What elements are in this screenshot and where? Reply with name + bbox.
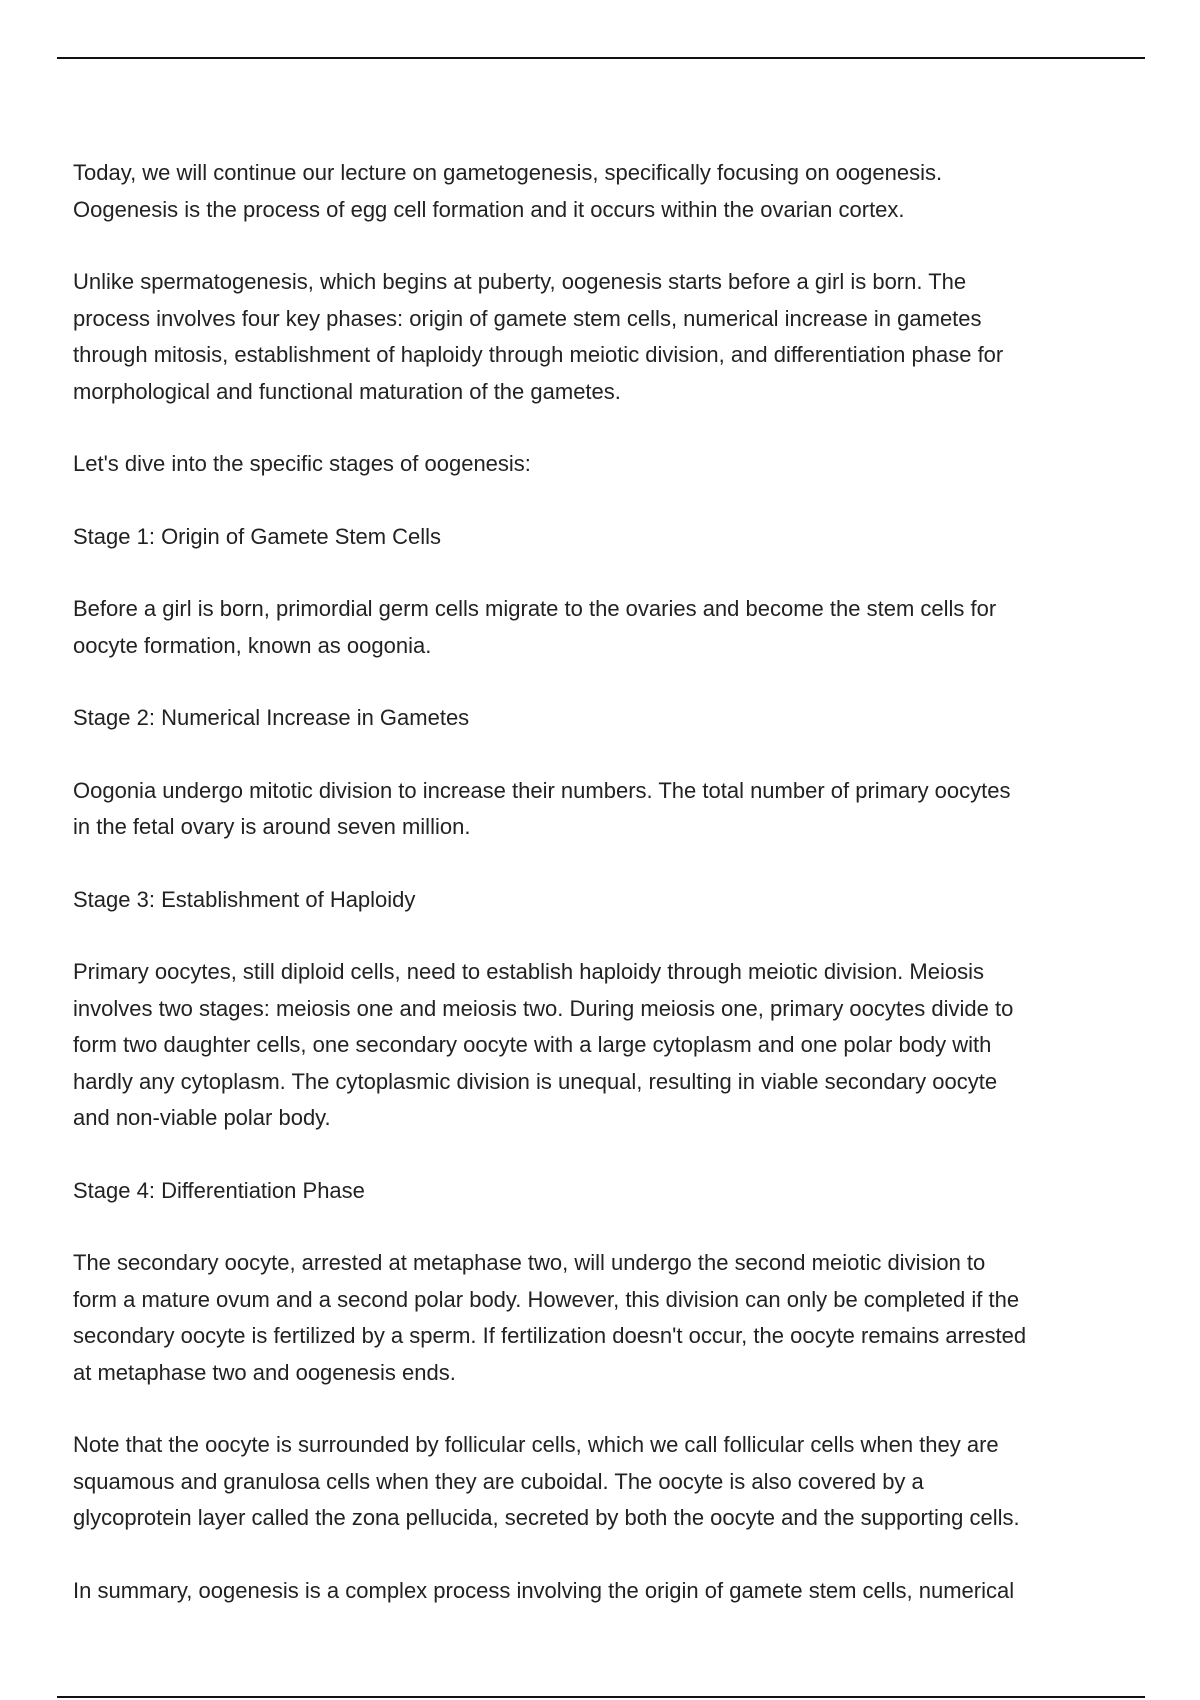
- stages-intro-paragraph: Let's dive into the specific stages of oogenesis:: [73, 451, 531, 476]
- stage-3-paragraph: Primary oocytes, still diploid cells, need to establish haploidy through meiotic division. Meiosis involves two stages: meiosis one and meiosis two. During meiosis one, primary oocytes divide to form two daughter cells, one secondary oocyte with a large cytoplasm and one polar body with hardly any cytoplasm. The cytoplasmic division is unequal, resulting in viable secondary oocyte and non-viable polar body.: [73, 959, 1014, 1130]
- note-paragraph: Note that the oocyte is surrounded by follicular cells, which we call follicular cells when they are squamous and granulosa cells when they are cuboidal. The oocyte is also covered by a glycoprotein layer called the zona pellucida, secreted by both the oocyte and the supporting cells.: [73, 1432, 1020, 1530]
- intro-paragraph: Today, we will continue our lecture on gametogenesis, specifically focusing on oogenesis. Oogenesis is the process of egg cell formation and it occurs within the ovarian cortex.: [73, 160, 943, 222]
- summary-paragraph: In summary, oogenesis is a complex process involving the origin of gamete stem cells, numerical: [73, 1577, 1015, 1603]
- document-body: [73, 155, 1143, 1645]
- stage-4-paragraph: The secondary oocyte, arrested at metaphase two, will undergo the second meiotic division to form a mature ovum and a second polar body. However, this division can only be completed if the secondary oocyte is fertilized by a sperm. If fertilization doesn't occur, the oocyte remains arrested at metaphase two and oogenesis ends.: [73, 1250, 1027, 1385]
- footer-divider: [57, 1696, 1145, 1698]
- stage-3-heading: Stage 3: Establishment of Haploidy: [73, 886, 416, 912]
- stage-2-paragraph: Oogonia undergo mitotic division to increase their numbers. The total number of primary oocytes in the fetal ovary is around seven million.: [73, 777, 1011, 839]
- stage-4-heading: Stage 4: Differentiation Phase: [73, 1177, 365, 1203]
- stage-1-paragraph: Before a girl is born, primordial germ cells migrate to the ovaries and become the stem cells for oocyte formation, known as oogonia.: [73, 596, 997, 658]
- stage-1-heading: Stage 1: Origin of Gamete Stem Cells: [73, 523, 442, 549]
- header-divider: [57, 57, 1145, 59]
- overview-paragraph: Unlike spermatogenesis, which begins at puberty, oogenesis starts before a girl is born. The process involves four key phases: origin of gamete stem cells, numerical increase in gametes through mitosis, establishment of haploidy through meiotic division, and differentiation phase for morphological and functional maturation of the gametes.: [73, 269, 1004, 404]
- stage-2-heading: Stage 2: Numerical Increase in Gametes: [73, 705, 470, 730]
